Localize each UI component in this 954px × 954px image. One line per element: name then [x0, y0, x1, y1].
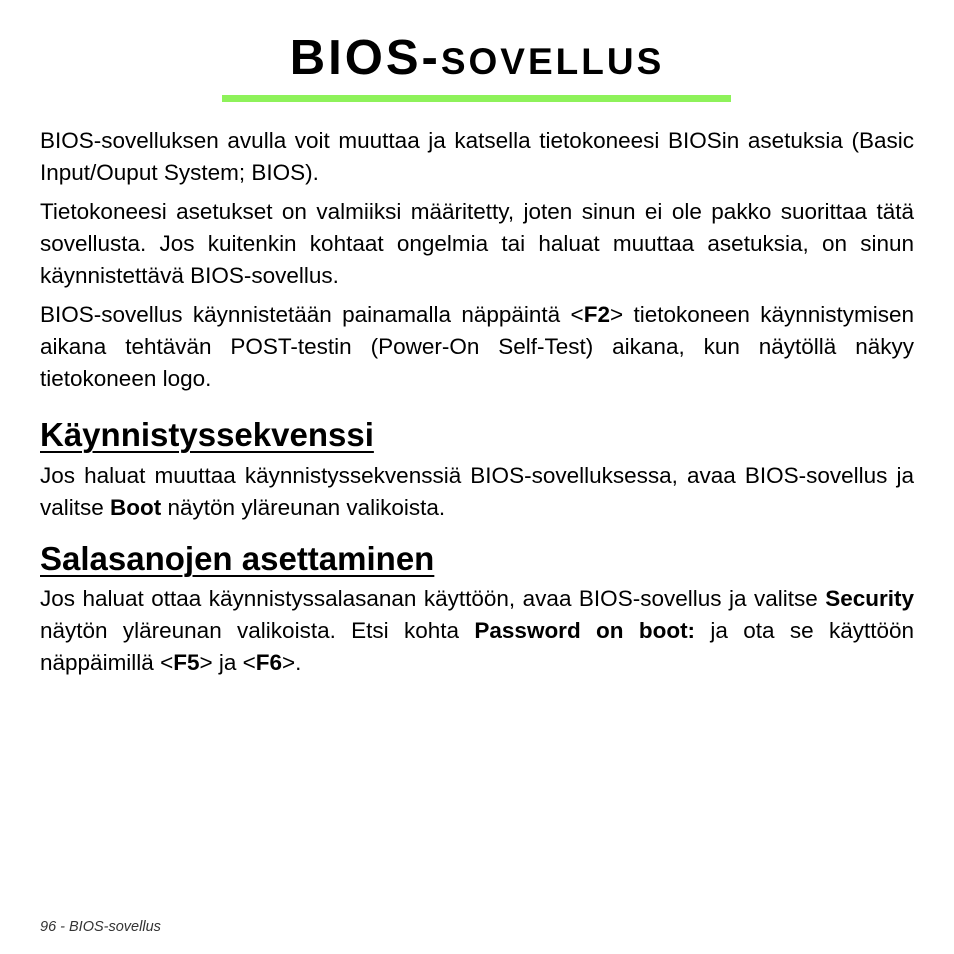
intro-paragraph-2: Tietokoneesi asetukset on valmiiksi määritetty, joten sinun ei ole pakko suorittaa tätä sovellusta. Jos kuitenkin kohtaat ongelmia tai haluat muuttaa asetuksia, on sinun käynnistettävä BIOS-sovellus. [40, 199, 914, 288]
heading-boot-sequence-text: Käynnistyssekvenssi [40, 416, 374, 453]
boot-text-after: näytön yläreunan valikoista. [161, 495, 446, 520]
heading-password-setting [40, 539, 914, 579]
security-menu-label: Security [825, 586, 914, 611]
intro-paragraph-1: BIOS-sovelluksen avulla voit muuttaa ja katsella tietokoneesi BIOSin asetuksia (Basic Input/Ouput System; BIOS). [40, 128, 914, 185]
page-title-main: BIOS- [289, 31, 441, 85]
boot-menu-label: Boot [110, 495, 162, 520]
intro-p3-text-after: > tietokoneen käynnistymisen aikana tehtävän POST-testin (Power-On Self-Test) aikana, kun näytöllä näkyy tietokoneen logo. [40, 302, 915, 391]
heading-boot-sequence [40, 415, 914, 455]
intro-paragraph-3 [40, 299, 914, 395]
key-f5: F5 [173, 650, 200, 675]
page-title-sub: SOVELLUS [440, 41, 665, 82]
key-f6: F6 [255, 650, 283, 675]
title-underline-bar [222, 95, 731, 102]
heading-password-setting-text: Salasanojen asettaminen [40, 540, 435, 577]
page-footer: 96 - BIOS-sovellus [40, 919, 161, 935]
boot-text-before: Jos haluat muuttaa käynnistyssekvenssiä BIOS-sovelluksessa, avaa BIOS-sovellus ja valitse [40, 463, 914, 520]
boot-sequence-paragraph [40, 460, 914, 524]
password-text-4: > ja < [199, 650, 256, 675]
password-text-5: >. [282, 650, 302, 675]
password-paragraph [40, 583, 914, 679]
password-on-boot-label: Password on boot: [474, 618, 696, 643]
page-title [40, 30, 914, 91]
password-text-1: Jos haluat ottaa käynnistyssalasanan käyttöön, avaa BIOS-sovellus ja valitse [40, 586, 826, 611]
intro-p3-text-before: BIOS-sovellus käynnistetään painamalla näppäintä < [40, 302, 584, 327]
document-page [40, 0, 914, 954]
password-text-2: näytön yläreunan valikoista. Etsi kohta [40, 618, 475, 643]
password-text-3: ja ota se käyttöön näppäimillä < [40, 618, 915, 675]
key-f2: F2 [583, 302, 610, 327]
page-content [40, 125, 914, 679]
